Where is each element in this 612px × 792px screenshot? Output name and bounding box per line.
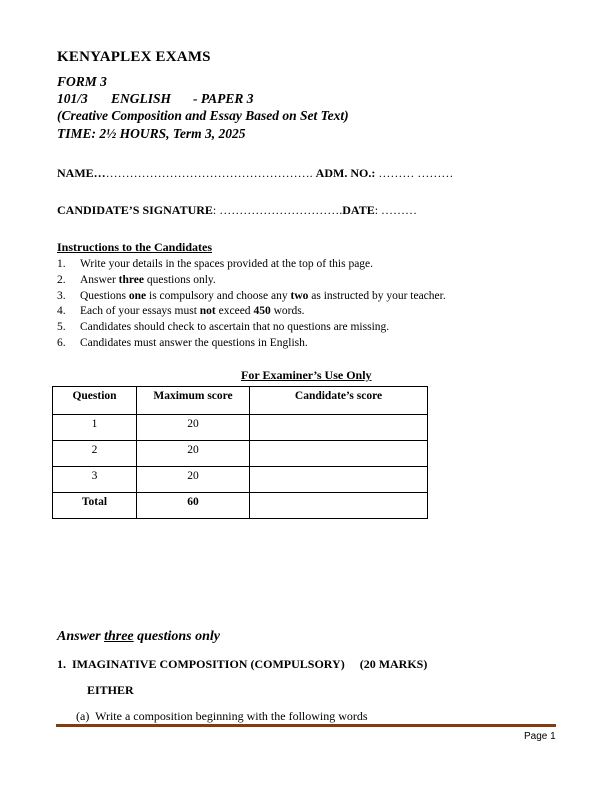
table-header-row xyxy=(53,387,428,415)
paper-number: - PAPER 3 xyxy=(193,91,254,106)
instruction-emphasis: not xyxy=(199,305,216,317)
instruction-emphasis: 450 xyxy=(253,305,271,317)
page-number: Page 1 xyxy=(524,731,556,742)
instruction-text: Candidates must answer the questions in English. xyxy=(80,337,308,349)
instruction-item xyxy=(57,305,305,317)
instruction-text: exceed xyxy=(215,305,254,317)
answer-instruction xyxy=(57,629,220,645)
footer-rule xyxy=(56,724,556,727)
instruction-text: Write your details in the spaces provided at the top of this page. xyxy=(80,258,374,270)
examiner-table-caption: For Examiner’s Use Only xyxy=(241,368,372,382)
name-dots[interactable]: ……………………………………………. xyxy=(105,166,316,180)
instruction-item xyxy=(57,321,389,333)
max-score-cell: 20 xyxy=(137,415,250,441)
instruction-number: 3. xyxy=(57,290,66,302)
max-score-cell: 20 xyxy=(137,441,250,467)
instruction-item xyxy=(57,337,308,349)
instruction-number: 5. xyxy=(57,321,66,333)
instruction-item xyxy=(57,290,446,302)
instruction-item xyxy=(57,258,373,270)
total-label-cell: Total xyxy=(53,493,137,519)
answer-instruction-text: Answer xyxy=(57,629,105,644)
instruction-text: is compulsory and choose any xyxy=(146,290,291,302)
signature-label: CANDIDATE’S SIGNATURE xyxy=(57,203,213,217)
answer-instruction-emphasis: three xyxy=(104,629,134,644)
exam-time: TIME: 2½ HOURS, Term 3, 2025 xyxy=(57,126,246,141)
table-row xyxy=(53,467,428,493)
instructions-heading: Instructions to the Candidates xyxy=(57,240,213,254)
instruction-text: words. xyxy=(270,305,305,317)
name-field-line: NAME………………………………………………. ADM. NO.: ……… ……… xyxy=(57,166,454,180)
instruction-number: 6. xyxy=(57,337,66,349)
question-1-heading: 1. IMAGINATIVE COMPOSITION (COMPULSORY) (20 MARKS) xyxy=(57,657,428,671)
instruction-number: 4. xyxy=(57,305,66,317)
table-total-row xyxy=(53,493,428,519)
column-header-candidate-score: Candidate’s score xyxy=(250,387,428,415)
instruction-number: 1. xyxy=(57,258,66,270)
name-label: NAME xyxy=(57,166,94,180)
candidate-score-cell[interactable] xyxy=(250,441,428,467)
paper-line xyxy=(57,91,254,107)
date-label: DATE xyxy=(342,203,375,217)
date-dots[interactable]: : ……… xyxy=(374,203,418,217)
candidate-score-cell[interactable] xyxy=(250,415,428,441)
total-max-cell: 60 xyxy=(137,493,250,519)
instruction-emphasis: three xyxy=(118,274,144,286)
question-number-cell: 2 xyxy=(53,441,137,467)
instruction-text: questions only. xyxy=(144,274,216,286)
instruction-text: Candidates should check to ascertain that no questions are missing. xyxy=(80,321,390,333)
instruction-item xyxy=(57,274,216,286)
instruction-text: Answer xyxy=(80,274,119,286)
exam-body-title: KENYAPLEX EXAMS xyxy=(57,49,211,65)
table-row xyxy=(53,441,428,467)
either-label: EITHER xyxy=(87,683,134,697)
question-number-cell: 1 xyxy=(53,415,137,441)
answer-instruction-text: questions only xyxy=(133,629,220,644)
question-1a-text: (a) Write a composition beginning with the following words xyxy=(76,709,368,723)
adm-dots[interactable]: ……… ……… xyxy=(375,166,454,180)
subject-name: ENGLISH xyxy=(111,91,172,106)
column-header-maximum-score: Maximum score xyxy=(137,387,250,415)
total-candidate-score-cell[interactable] xyxy=(250,493,428,519)
column-header-question: Question xyxy=(53,387,137,415)
instruction-text: Questions xyxy=(80,290,129,302)
signature-dots[interactable]: : …………………………. xyxy=(212,203,343,217)
max-score-cell: 20 xyxy=(137,467,250,493)
examiner-score-table xyxy=(52,386,428,519)
instruction-emphasis: two xyxy=(290,290,309,302)
instruction-number: 2. xyxy=(57,274,66,286)
form-level: FORM 3 xyxy=(57,74,107,89)
instruction-emphasis: one xyxy=(128,290,147,302)
adm-label: ADM. NO.: xyxy=(315,166,376,180)
paper-code: 101/3 xyxy=(57,91,88,106)
table-row xyxy=(53,415,428,441)
instruction-text: Each of your essays must xyxy=(80,305,200,317)
question-number-cell: 3 xyxy=(53,467,137,493)
candidate-score-cell[interactable] xyxy=(250,467,428,493)
instruction-text: as instructed by your teacher. xyxy=(308,290,446,302)
paper-subtitle: (Creative Composition and Essay Based on Set Text) xyxy=(57,108,349,123)
signature-field-line xyxy=(57,203,417,218)
